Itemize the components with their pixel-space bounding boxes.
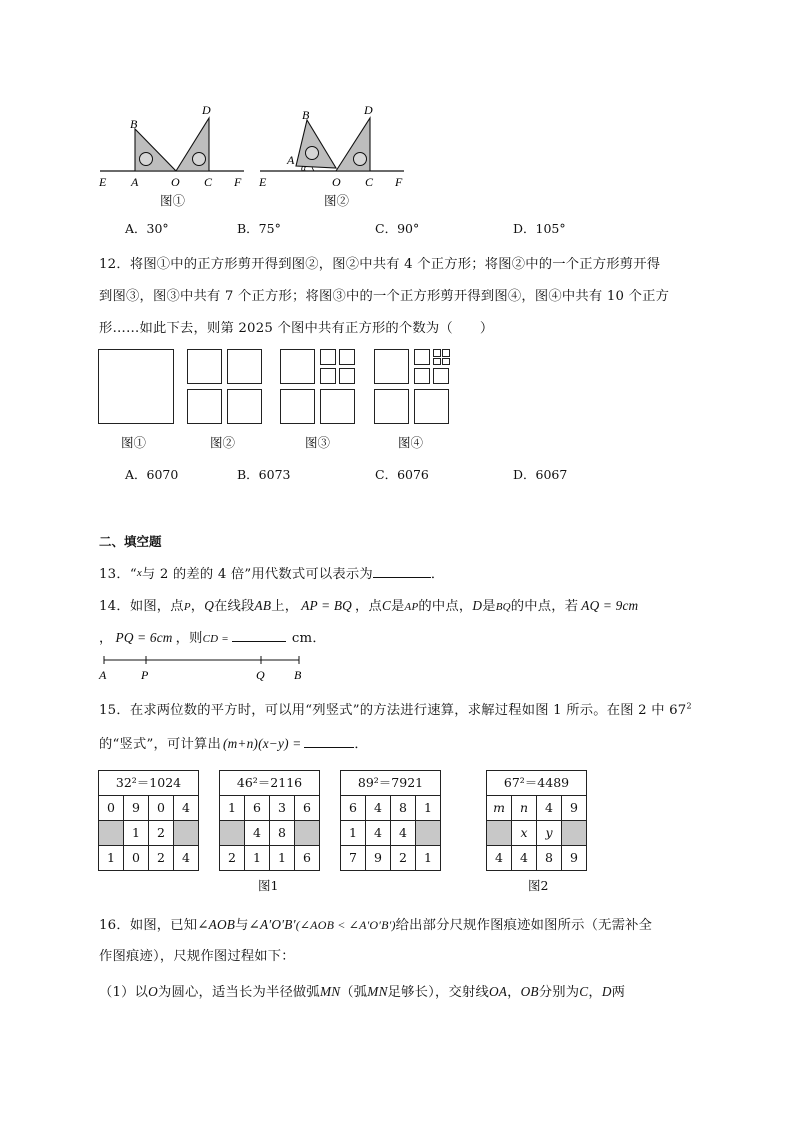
table-cell: 4 bbox=[391, 821, 416, 845]
q16-line-3 bbox=[99, 981, 625, 1000]
q11-figure-2 bbox=[256, 98, 406, 192]
label-o: O bbox=[171, 175, 180, 189]
var-ob: OB bbox=[520, 984, 539, 999]
table-cell: 0 bbox=[99, 796, 124, 820]
table-row bbox=[341, 846, 440, 870]
option-d[interactable]: D．6067 bbox=[513, 467, 568, 482]
var-mn: MN bbox=[319, 984, 341, 999]
label-b: B bbox=[294, 668, 302, 682]
figure-caption: 图2 bbox=[528, 878, 549, 893]
label-a: A bbox=[99, 668, 107, 682]
table-cell: 1 bbox=[124, 821, 149, 845]
text: 在线段 bbox=[214, 599, 255, 614]
table-cell: 4 bbox=[366, 796, 391, 820]
text: 分别为 bbox=[538, 985, 580, 1000]
text: 是 bbox=[391, 599, 405, 614]
answer-blank[interactable] bbox=[304, 735, 354, 748]
label-d: D bbox=[364, 103, 373, 117]
shaded-cell bbox=[416, 821, 440, 845]
figure-caption: 图② bbox=[210, 435, 236, 450]
table-title: 89²＝7921 bbox=[341, 771, 440, 796]
table-title: 46²＝2116 bbox=[220, 771, 319, 796]
text: ， bbox=[190, 599, 205, 614]
table-cell: 1 bbox=[341, 821, 366, 845]
vertical-calc-table bbox=[486, 770, 587, 871]
var-o: O bbox=[148, 984, 158, 999]
figure-caption: 图① bbox=[121, 435, 147, 450]
table-cell: 3 bbox=[270, 796, 295, 820]
square bbox=[414, 368, 430, 384]
triangle-ab bbox=[135, 129, 176, 171]
table-cell: 0 bbox=[124, 846, 149, 870]
square bbox=[442, 358, 450, 365]
option-b[interactable]: B．75° bbox=[237, 221, 281, 236]
q13-end: ． bbox=[430, 567, 445, 582]
square bbox=[339, 368, 355, 384]
square bbox=[414, 349, 430, 365]
answer-blank[interactable] bbox=[232, 629, 286, 642]
vertical-calc-table bbox=[340, 770, 441, 871]
text: ， bbox=[507, 985, 521, 1000]
table-cell: 2 bbox=[391, 846, 416, 870]
table-cell: 8 bbox=[391, 796, 416, 820]
table-cell: 9 bbox=[366, 846, 391, 870]
label-e: E bbox=[259, 175, 267, 189]
table-cell: 6 bbox=[245, 796, 270, 820]
table-cell: 1 bbox=[270, 846, 295, 870]
text: ，点 bbox=[354, 599, 382, 614]
shaded-cell bbox=[562, 821, 586, 845]
shaded-cell bbox=[295, 821, 319, 845]
text: ， bbox=[588, 985, 602, 1000]
text: 的“竖式”，可计算出 bbox=[99, 737, 221, 752]
text: 与 bbox=[235, 918, 249, 933]
text: 14．如图，点 bbox=[99, 599, 184, 614]
table-cell: y bbox=[537, 821, 562, 845]
figure-caption: 图① bbox=[160, 193, 186, 208]
table-row bbox=[220, 796, 319, 821]
option-a[interactable]: A．6070 bbox=[125, 467, 179, 482]
superscript: 2 bbox=[686, 701, 692, 711]
table-cell: 2 bbox=[220, 846, 245, 870]
label-b: B bbox=[302, 108, 310, 122]
option-a[interactable]: A．30° bbox=[125, 221, 169, 236]
table-cell: n bbox=[512, 796, 537, 820]
var-ap: AP bbox=[404, 601, 419, 613]
table-row bbox=[99, 846, 198, 870]
table-row bbox=[341, 796, 440, 821]
square bbox=[98, 349, 174, 424]
equation: AQ = 9cm bbox=[581, 598, 639, 613]
square bbox=[320, 349, 336, 365]
table-row bbox=[487, 796, 586, 821]
q12-line-3: 形……如此下去，则第 2025 个图中共有正方形的个数为（ ） bbox=[99, 321, 494, 336]
square bbox=[320, 368, 336, 384]
angle: ∠AOB bbox=[197, 917, 236, 932]
q14-line-2 bbox=[99, 627, 326, 646]
q14-segment-figure bbox=[96, 652, 311, 682]
var-bq: BQ bbox=[495, 601, 511, 613]
table-cell: 4 bbox=[537, 796, 562, 820]
text: 16．如图，已知 bbox=[99, 918, 198, 933]
q15-line-2 bbox=[99, 733, 368, 752]
table-cell: 4 bbox=[366, 821, 391, 845]
table-cell: 4 bbox=[512, 846, 537, 870]
triangle-ab-rotated bbox=[296, 120, 336, 168]
shaded-cell bbox=[174, 821, 198, 845]
square bbox=[433, 358, 441, 365]
figure-caption: 图② bbox=[324, 193, 350, 208]
var-ab: AB bbox=[254, 598, 272, 613]
text: （弧 bbox=[340, 985, 368, 1000]
label-q: Q bbox=[256, 668, 265, 682]
label-d: D bbox=[202, 103, 211, 117]
table-cell: 2 bbox=[149, 846, 174, 870]
label-a: A bbox=[287, 153, 295, 167]
square bbox=[414, 389, 449, 424]
table-cell: 7 bbox=[341, 846, 366, 870]
var-p: P bbox=[183, 601, 191, 613]
table-row bbox=[220, 846, 319, 870]
text: 足够长），交射线 bbox=[387, 985, 489, 1000]
q14-line-1 bbox=[99, 595, 638, 614]
square bbox=[187, 349, 222, 384]
square bbox=[280, 389, 315, 424]
text: ，则 bbox=[175, 631, 203, 646]
q16-line-2: 作图痕迹），尺规作图过程如下： bbox=[99, 949, 295, 964]
table-cell: 1 bbox=[424, 800, 432, 815]
square bbox=[374, 349, 409, 384]
table-cell: 6 bbox=[303, 800, 311, 815]
label-alpha: α bbox=[301, 163, 307, 174]
text: 为圆心，适当长为半径做弧 bbox=[157, 985, 320, 1000]
figure-caption: 图③ bbox=[305, 435, 331, 450]
table-cell: 9 bbox=[124, 796, 149, 820]
var-mn: MN bbox=[367, 984, 388, 999]
text: 的中点， bbox=[418, 599, 473, 614]
table-row bbox=[220, 821, 319, 846]
vertical-calc-table bbox=[98, 770, 199, 871]
table-cell: 1 bbox=[245, 846, 270, 870]
square bbox=[227, 389, 262, 424]
table-cell: 2 bbox=[149, 821, 174, 845]
table-row bbox=[99, 821, 198, 846]
table-cell: 9 bbox=[570, 800, 578, 815]
q13-post: 与 2 的差的 4 倍”用代数式可以表示为 bbox=[141, 567, 373, 582]
expression: (m+n)(x−y) = bbox=[222, 736, 302, 751]
inequality: (∠AOB < ∠A′O′B′) bbox=[295, 918, 396, 932]
var-d: D bbox=[472, 598, 483, 613]
shaded-cell bbox=[220, 821, 245, 845]
option-d[interactable]: D．105° bbox=[513, 221, 566, 236]
text: cm． bbox=[291, 631, 326, 646]
var-oa: OA bbox=[488, 984, 508, 999]
table-row bbox=[487, 821, 586, 846]
square bbox=[442, 349, 450, 357]
square bbox=[339, 349, 355, 365]
q13-pre: 13．“ bbox=[99, 567, 137, 582]
var-c: C bbox=[579, 984, 589, 999]
option-b[interactable]: B．6073 bbox=[237, 467, 291, 482]
square bbox=[187, 389, 222, 424]
var-d: D bbox=[601, 984, 612, 999]
table-cell: 0 bbox=[149, 796, 174, 820]
table-cell: 1 bbox=[424, 850, 432, 865]
label-p: P bbox=[141, 668, 149, 682]
figure-caption: 图1 bbox=[258, 878, 279, 893]
square bbox=[280, 349, 315, 384]
table-cell: m bbox=[487, 796, 512, 820]
text: 给出部分尺规作图痕迹如图所示（无需补全 bbox=[395, 918, 653, 933]
table-row bbox=[99, 796, 198, 821]
shaded-cell bbox=[99, 821, 124, 845]
q12-line-1: 12．将图①中的正方形剪开得到图②，图②中共有 4 个正方形；将图②中的一个正方形剪开得 bbox=[99, 257, 661, 272]
var-x: x bbox=[136, 567, 142, 579]
table-cell: 4 bbox=[182, 800, 190, 815]
table-cell: 6 bbox=[341, 796, 366, 820]
var-q: Q bbox=[204, 598, 215, 613]
table-cell: 1 bbox=[99, 846, 124, 870]
table-cell: 8 bbox=[537, 846, 562, 870]
shaded-cell bbox=[487, 821, 512, 845]
text: ， bbox=[99, 631, 113, 646]
label-o: O bbox=[332, 175, 341, 189]
vertical-calc-table bbox=[219, 770, 320, 871]
label-e: E bbox=[99, 175, 107, 189]
label-a: A bbox=[131, 175, 139, 189]
square bbox=[320, 389, 355, 424]
q12-line-2: 到图③，图③中共有 7 个正方形；将图③中的一个正方形剪开得到图④，图④中共有 10 个正方 bbox=[99, 289, 670, 304]
square bbox=[374, 389, 409, 424]
text: （1）以 bbox=[99, 985, 149, 1000]
table-cell: 8 bbox=[270, 821, 295, 845]
text: 两 bbox=[611, 985, 626, 1000]
table-row bbox=[341, 821, 440, 846]
text: 的中点，若 bbox=[510, 599, 579, 614]
text: 上， bbox=[271, 599, 299, 614]
label-c: C bbox=[365, 175, 374, 189]
table-title: 67²＝4489 bbox=[487, 771, 586, 796]
section-heading: 二、填空题 bbox=[99, 534, 162, 549]
answer-blank[interactable] bbox=[373, 565, 431, 578]
table-row bbox=[487, 846, 586, 870]
label-c: C bbox=[204, 175, 213, 189]
var-c: C bbox=[381, 598, 392, 613]
label-b: B bbox=[130, 117, 138, 131]
text: 15．在求两位数的平方时，可以用“列竖式”的方法进行速算，求解过程如图 1 所示。在图 2 中 67 bbox=[99, 703, 687, 718]
figure-caption: 图④ bbox=[398, 435, 424, 450]
label-f: F bbox=[395, 175, 403, 189]
table-cell: 1 bbox=[220, 796, 245, 820]
table-cell: 9 bbox=[570, 850, 578, 865]
option-c[interactable]: C．90° bbox=[375, 221, 420, 236]
table-cell: 6 bbox=[303, 850, 311, 865]
table-cell: x bbox=[512, 821, 537, 845]
text: ． bbox=[354, 737, 368, 752]
table-title: 32²＝1024 bbox=[99, 771, 198, 796]
square bbox=[433, 349, 441, 357]
equation: AP = BQ bbox=[301, 598, 352, 613]
table-cell: 4 bbox=[245, 821, 270, 845]
square bbox=[227, 349, 262, 384]
q16-line-1 bbox=[99, 914, 652, 933]
option-c[interactable]: C．6076 bbox=[375, 467, 429, 482]
square bbox=[433, 368, 449, 384]
equation: CD = bbox=[202, 633, 229, 645]
q13-line bbox=[99, 563, 444, 582]
text: 是 bbox=[482, 599, 496, 614]
q11-figure-1 bbox=[96, 98, 246, 192]
label-f: F bbox=[234, 175, 242, 189]
table-cell: 4 bbox=[487, 846, 512, 870]
angle: ∠A′O′B′ bbox=[248, 917, 296, 932]
equation: PQ = 6cm bbox=[115, 630, 173, 645]
table-cell: 4 bbox=[182, 850, 190, 865]
q15-line-1 bbox=[99, 699, 692, 718]
